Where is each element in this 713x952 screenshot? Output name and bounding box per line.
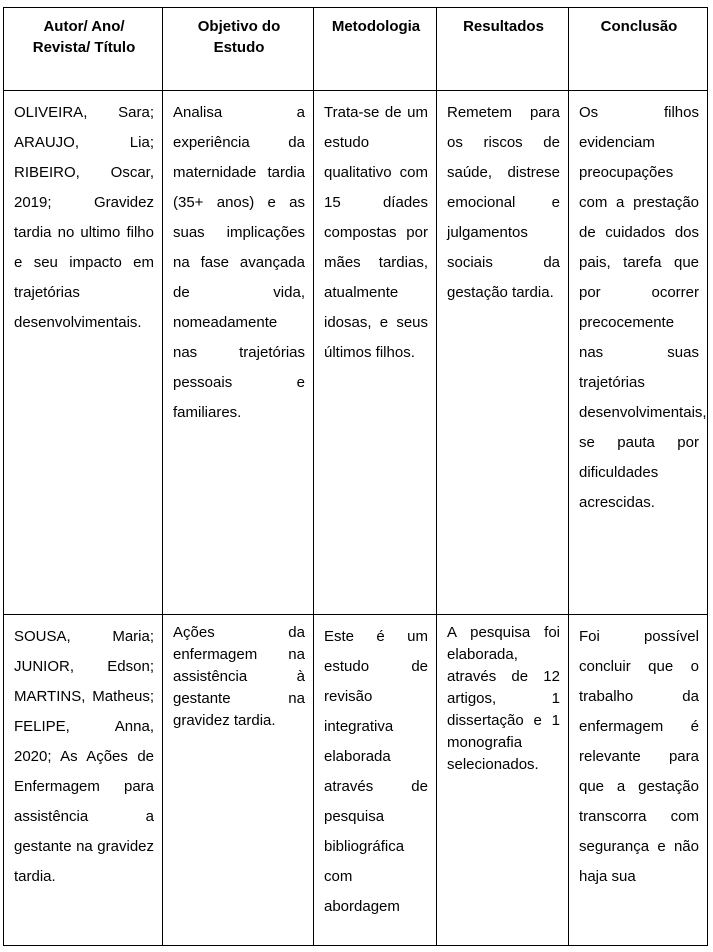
cell-metodologia-text: Trata-se de um estudo qualitativo com 15 díades compostas por mães tardias, atualmente idosas, e seus últimos filhos. (324, 104, 428, 361)
header-conclusao: Conclusão (569, 8, 708, 91)
header-objetivo: Objetivo do Estudo (163, 8, 314, 91)
cell-metodologia (314, 91, 437, 615)
table-header-row (4, 8, 708, 91)
header-metodologia: Metodologia (314, 8, 437, 91)
cell-autor (4, 615, 163, 946)
table-row (4, 91, 708, 615)
header-autor: Autor/ Ano/ Revista/ Título (4, 8, 163, 91)
cell-objetivo (163, 615, 314, 946)
cell-conclusao-text: Foi possível concluir que o trabalho da enfermagem é relevante para que a gestação transcorra com segurança e não haja sua (579, 628, 699, 885)
cell-objetivo-text: Ações da enfermagem na assistência à gestante na gravidez tardia. (173, 624, 305, 729)
cell-resultados-text: A pesquisa foi elaborada, através de 12 artigos, 1 dissertação e 1 monografia selecionados. (447, 624, 560, 773)
cell-metodologia-text: Este é um estudo de revisão integrativa elaborada através de pesquisa bibliográfica com abordagem (324, 628, 428, 915)
cell-resultados (437, 615, 569, 946)
cell-resultados-text: Remetem para os riscos de saúde, distrese emocional e julgamentos sociais da gestação tardia. (447, 104, 560, 301)
cell-autor-text: OLIVEIRA, Sara; ARAUJO, Lia; RIBEIRO, Oscar, 2019; Gravidez tardia no ultimo filho e seu impacto em trajetórias desenvolvimentais. (14, 104, 154, 331)
cell-conclusao (569, 91, 708, 615)
cell-conclusao-text: Os filhos evidenciam preocupações com a prestação de cuidados dos pais, tarefa que por ocorrer precocemente nas suas trajetórias desenvolvimentais, se pauta por dificuldades acrescidas. (579, 104, 707, 511)
cell-autor-text: SOUSA, Maria; JUNIOR, Edson; MARTINS, Matheus; FELIPE, Anna, 2020; As Ações de Enfermagem para assistência a gestante na gravidez tardia. (14, 628, 154, 885)
literature-review-table (3, 7, 708, 946)
cell-objetivo-text: Analisa a experiência da maternidade tardia (35+ anos) e as suas implicações na fase avançada de vida, nomeadamente nas trajetórias pessoais e familiares. (173, 104, 305, 421)
cell-conclusao (569, 615, 708, 946)
cell-objetivo (163, 91, 314, 615)
header-resultados: Resultados (437, 8, 569, 91)
cell-resultados (437, 91, 569, 615)
table-row (4, 615, 708, 946)
cell-autor (4, 91, 163, 615)
cell-metodologia (314, 615, 437, 946)
